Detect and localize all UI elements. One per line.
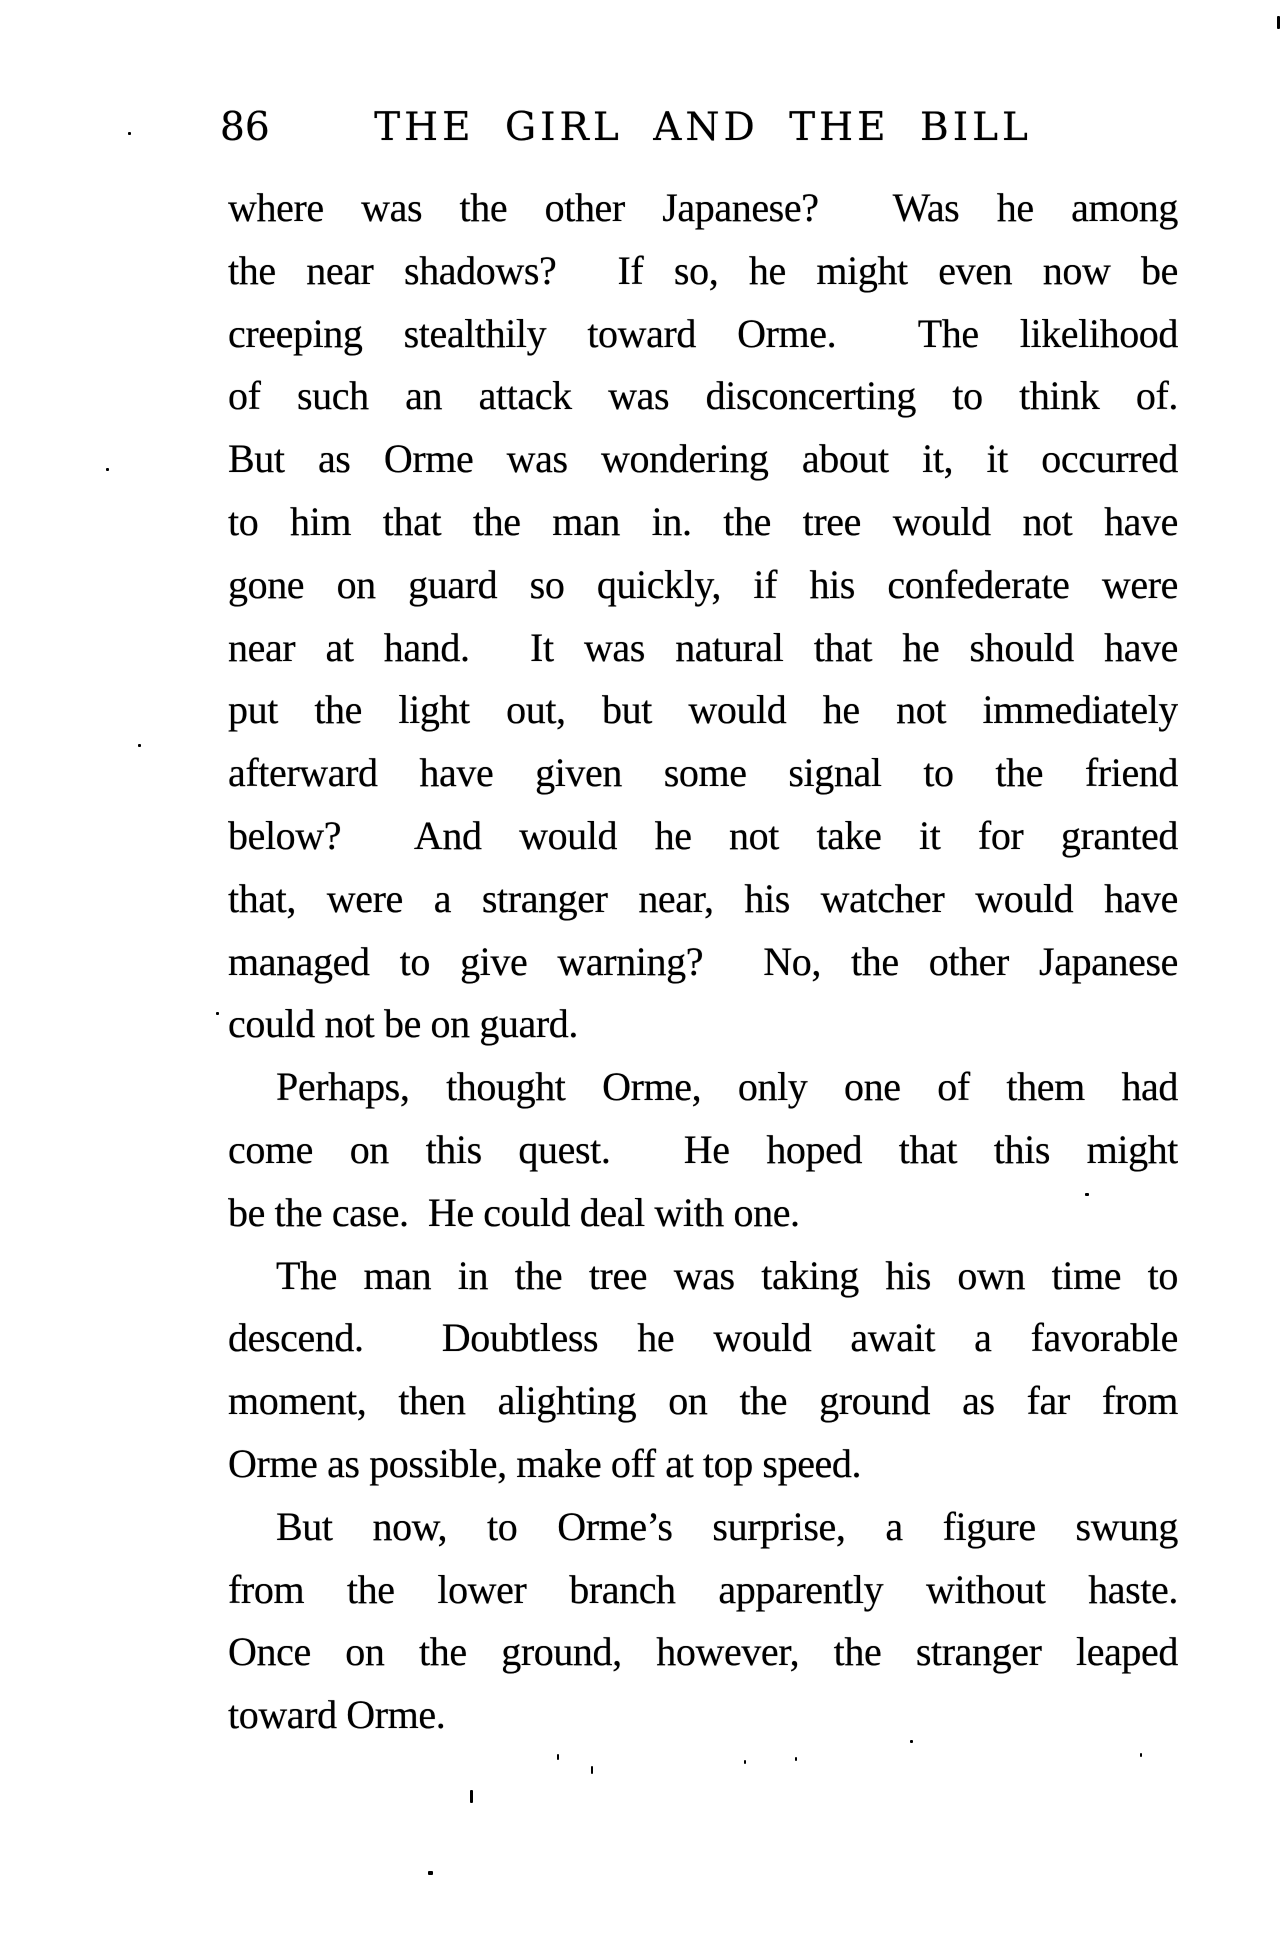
scan-speck bbox=[591, 1766, 593, 1774]
scan-speck bbox=[138, 744, 141, 747]
text-line: descend. Doubtless he would await a favorable bbox=[228, 1315, 1178, 1361]
text-line: Once on the ground, however, the stranger leaped bbox=[228, 1629, 1178, 1675]
text-line: come on this quest. He hoped that this might bbox=[228, 1126, 1178, 1172]
scan-speck bbox=[1140, 1753, 1142, 1757]
text-line: toward Orme. bbox=[228, 1692, 446, 1738]
scan-speck bbox=[216, 1012, 219, 1015]
scan-speck bbox=[428, 1871, 433, 1875]
text-line: near at hand. It was natural that he should have bbox=[228, 624, 1178, 670]
scan-speck bbox=[744, 1760, 746, 1764]
page-title: THE GIRL AND THE BILL bbox=[374, 105, 1032, 150]
text-line: afterward have given some signal to the friend bbox=[228, 750, 1178, 796]
scan-speck bbox=[1085, 1193, 1089, 1196]
text-line: But now, to Orme’s surprise, a figure swung bbox=[276, 1503, 1178, 1549]
text-line: put the light out, but would he not immediately bbox=[228, 687, 1178, 733]
scan-speck bbox=[106, 468, 109, 471]
scan-speck bbox=[557, 1754, 559, 1760]
text-line: that, were a stranger near, his watcher would have bbox=[228, 875, 1178, 921]
text-line: But as Orme was wondering about it, it occurred bbox=[228, 436, 1178, 482]
scan-speck bbox=[1277, 16, 1280, 29]
running-head bbox=[220, 104, 1178, 162]
text-line: below? And would he not take it for granted bbox=[228, 812, 1178, 858]
text-line: be the case. He could deal with one. bbox=[228, 1189, 800, 1235]
text-line: moment, then alighting on the ground as far from bbox=[228, 1378, 1178, 1424]
text-line: where was the other Japanese? Was he among bbox=[228, 185, 1178, 230]
scan-speck bbox=[470, 1790, 473, 1803]
scan-speck bbox=[128, 132, 131, 135]
text-line: Orme as possible, make off at top speed. bbox=[228, 1440, 862, 1486]
text-line: of such an attack was disconcerting to think of. bbox=[228, 373, 1178, 419]
scan-speck bbox=[910, 1740, 913, 1743]
text-line: could not be on guard. bbox=[228, 1001, 579, 1047]
text-line: from the lower branch apparently without haste. bbox=[228, 1566, 1178, 1612]
scan-speck bbox=[795, 1757, 797, 1761]
text-line: creeping stealthily toward Orme. The likelihood bbox=[228, 310, 1178, 356]
body-text bbox=[228, 177, 1178, 1747]
text-line: to him that the man in. the tree would not have bbox=[228, 498, 1178, 544]
text-line: gone on guard so quickly, if his confederate were bbox=[228, 561, 1178, 607]
text-line: managed to give warning? No, the other Japanese bbox=[228, 938, 1178, 984]
page-number: 86 bbox=[220, 105, 270, 150]
text-line: the near shadows? If so, he might even now be bbox=[228, 247, 1178, 293]
text-line: Perhaps, thought Orme, only one of them had bbox=[276, 1064, 1178, 1110]
text-line: The man in the tree was taking his own time to bbox=[276, 1252, 1178, 1298]
